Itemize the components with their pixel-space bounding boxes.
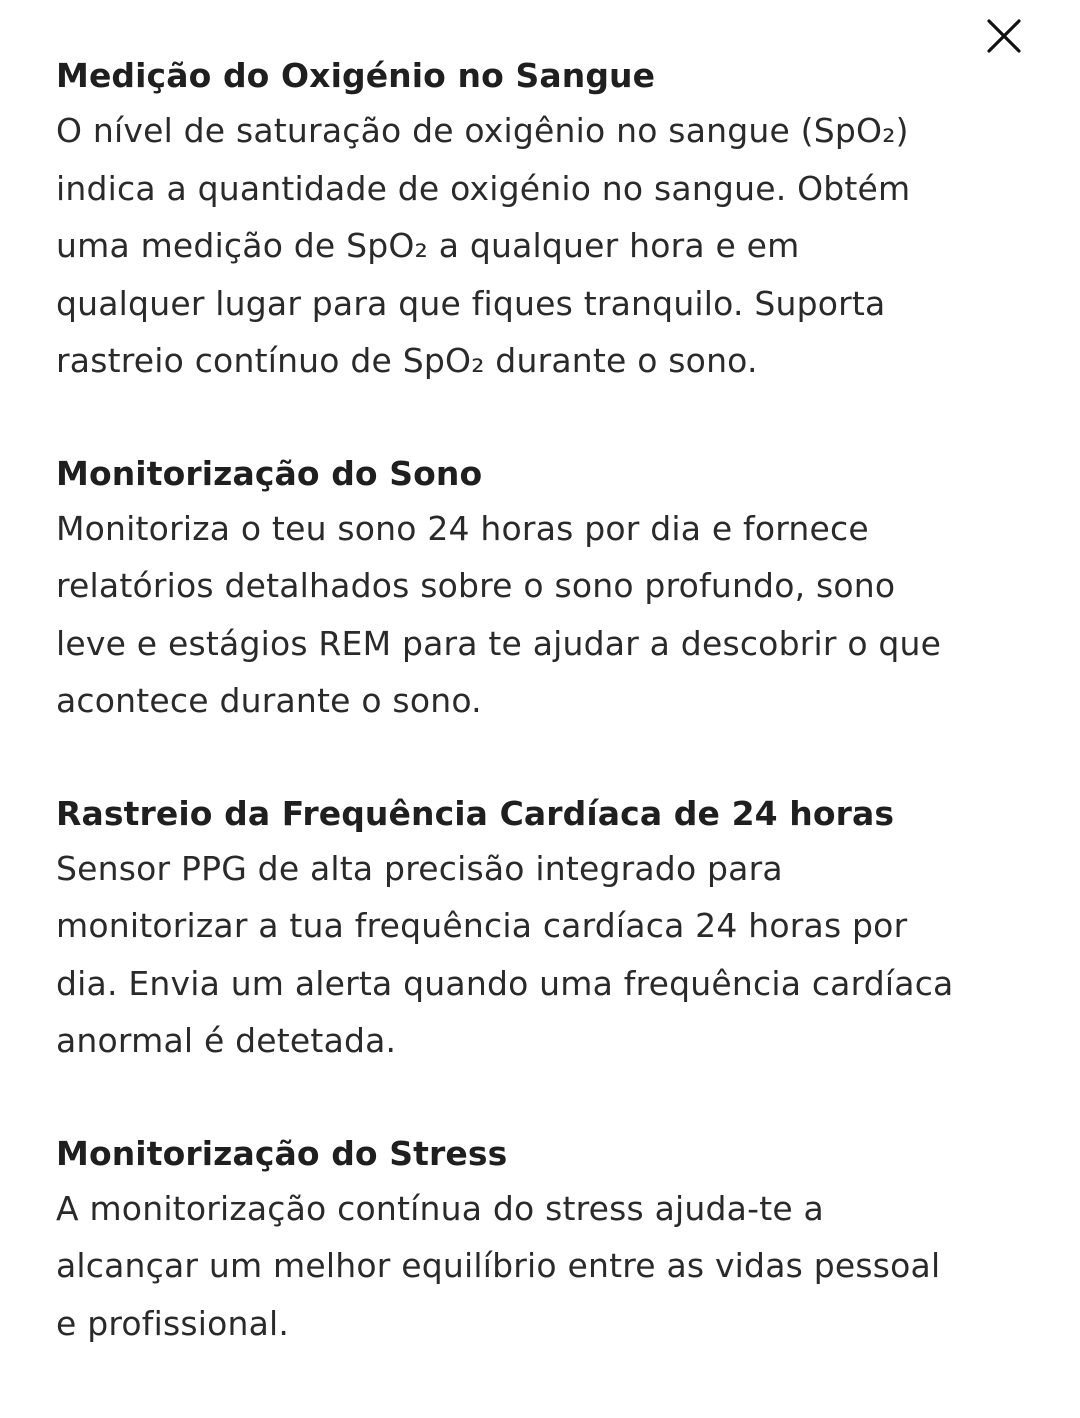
description-line: rastreio contínuo de SpO₂ durante o sono. — [56, 341, 758, 380]
section-title: Monitorização do Sono — [56, 453, 483, 493]
section-blood-oxygen — [56, 50, 1046, 390]
feature-list — [56, 50, 1046, 1410]
section-description — [56, 500, 1046, 730]
section-sleep-monitoring — [56, 448, 1046, 730]
description-line: anormal é detetada. — [56, 1021, 397, 1060]
description-line: indica a quantidade de oxigénio no sangue. Obtém — [56, 168, 911, 208]
description-line: relatórios detalhados sobre o sono profundo, sono — [56, 566, 896, 605]
description-line: dia. Envia um alerta quando uma frequência cardíaca — [56, 963, 954, 1003]
description-line: Monitoriza o teu sono 24 horas por dia e fornece — [56, 508, 869, 548]
description-line: qualquer lugar para que fiques tranquilo. Suporta — [56, 283, 886, 323]
section-stress-monitoring — [56, 1128, 1046, 1353]
description-line: monitorizar a tua frequência cardíaca 24 horas por — [56, 906, 908, 945]
description-line: alcançar um melhor equilíbrio entre as vidas pessoal — [56, 1246, 941, 1285]
section-title: Medição do Oxigénio no Sangue — [56, 56, 656, 95]
description-line: acontece durante o sono. — [56, 681, 482, 720]
description-line: uma medição de SpO₂ a qualquer hora e em — [56, 226, 800, 265]
description-line: e profissional. — [56, 1303, 290, 1343]
description-line: Sensor PPG de alta precisão integrado para — [56, 848, 783, 888]
section-heart-rate — [56, 788, 1046, 1070]
description-line: O nível de saturação de oxigênio no sangue (SpO₂) — [56, 111, 909, 150]
section-title: Rastreio da Frequência Cardíaca de 24 horas — [56, 793, 895, 833]
description-line: leve e estágios REM para te ajudar a descobrir o que — [56, 623, 942, 663]
section-description — [56, 1180, 1046, 1353]
section-title: Monitorização do Stress — [56, 1133, 508, 1173]
section-description — [56, 840, 1046, 1070]
description-line: A monitorização contínua do stress ajuda-te a — [56, 1188, 824, 1228]
section-description — [56, 102, 1046, 390]
